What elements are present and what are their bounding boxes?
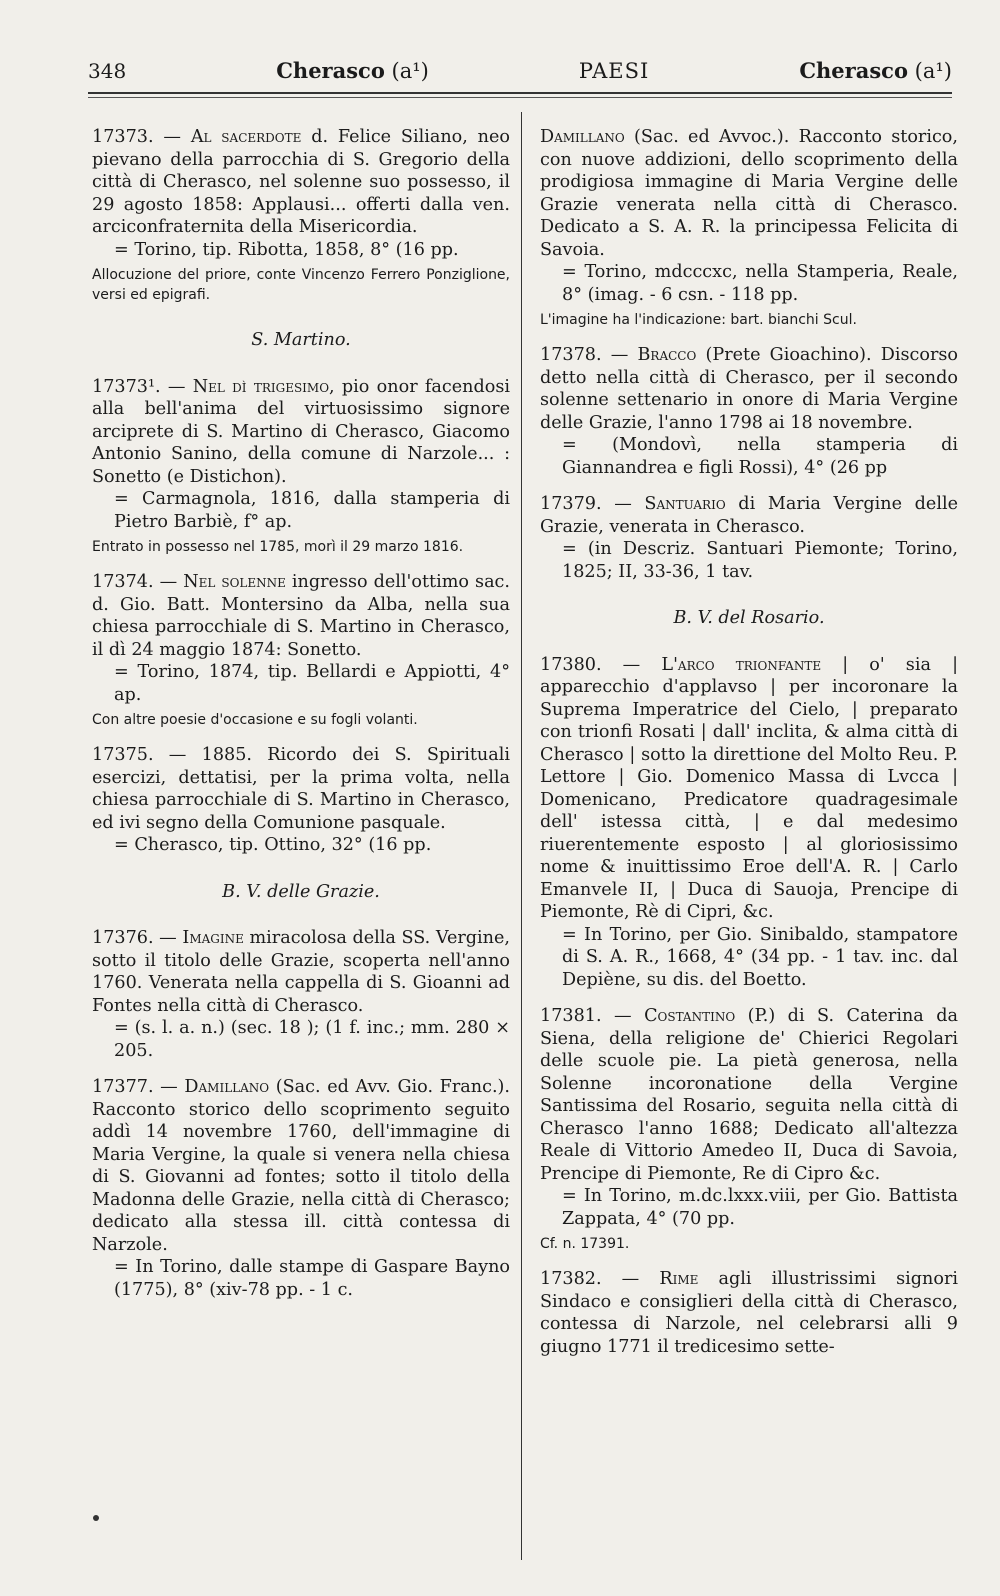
- entry-text: Damillano (Sac. ed Avvoc.). Racconto storico, con nuove addizioni, dello scoprimento della prodigiosa immagine di Maria Vergine delle Grazie venerata nella città di Cherasco. Dedicato a S. A. R. la principessa Felicita di Savoia.: [540, 127, 958, 260]
- entry-text: 17381. — Costantino (P.) di S. Caterina da Siena, della religione de' Chierici Regolari delle scuole pie. La pietà generosa, nella Solenne incoronatione della Vergine Santissima del Rosario, seguita nella città di Cherasco l'anno 1688; Dedicato all'altezza Reale di Vittorio Amedeo II, Duca di Savoia, Prencipe di Piemonte, Re di Cipro &c.: [540, 1006, 958, 1184]
- entry-text: 17379. — Santuario di Maria Vergine delle Grazie, venerata in Cherasco.: [540, 494, 958, 537]
- entry-imprint: = Torino, 1874, tip. Bellardi e Appiotti, 4° ap.: [114, 662, 510, 705]
- entry-imprint: = Torino, mdcccxc, nella Stamperia, Reale, 8° (imag. - 6 csn. - 118 pp.: [562, 262, 958, 305]
- entry-17377-continued: [540, 126, 958, 330]
- left-column: [92, 126, 510, 1315]
- entry-17380: [540, 654, 958, 992]
- section-heading: B. V. del Rosario.: [673, 608, 825, 628]
- entry-17381: [540, 1005, 958, 1254]
- entry-text: 17374. — Nel solenne ingresso dell'ottimo sac. d. Gio. Batt. Montersino da Alba, nella sua chiesa parrocchiale di S. Martino in Cherasco, il dì 24 maggio 1874: Sonetto.: [92, 572, 510, 660]
- header-center-title: PAESI: [578, 59, 650, 83]
- entry-note: L'imagine ha l'indicazione: bart. bianchi Scul.: [540, 312, 857, 328]
- entry-imprint: = In Torino, dalle stampe di Gaspare Bayno (1775), 8° (xiv-78 pp. - 1 c.: [114, 1257, 510, 1300]
- entry-17373: [92, 126, 510, 305]
- printing-speck: [93, 1515, 99, 1521]
- header-rule: [88, 92, 952, 94]
- entry-17378: [540, 344, 958, 479]
- section-heading: B. V. delle Grazie.: [222, 881, 380, 902]
- column-divider: [521, 112, 522, 1560]
- entry-imprint: = (s. l. a. n.) (sec. 18 ); (1 f. inc.; mm. 280 × 205.: [114, 1018, 510, 1061]
- entry-text: 17376. — Imagine miracolosa della SS. Vergine, sotto il titolo delle Grazie, scoperta nell'anno 1760. Venerata nella cappella di S. Gioanni ad Fontes nella città di Cherasco.: [92, 928, 510, 1016]
- entry-text: 17373¹. — Nel dì trigesimo, pio onor facendosi alla bell'anima del virtuosissimo signore arciprete di S. Martino di Cherasco, Giacomo Antonio Sanino, della comune di Narzole... : Sonetto (e Distichon).: [92, 376, 510, 487]
- entry-note: Con altre poesie d'occasione e su fogli volanti.: [92, 712, 418, 728]
- right-column: [540, 126, 958, 1372]
- entry-text: 17382. — Rime agli illustrissimi signori Sindaco e consiglieri della città di Cherasco, contessa di Narzole, nel celebrarsi alli 9 giugno 1771 il tredicesimo sette-: [540, 1269, 958, 1357]
- entry-17374: [92, 571, 510, 730]
- entry-17373-1: [92, 376, 510, 558]
- entry-imprint: = Torino, tip. Ribotta, 1858, 8° (16 pp.: [114, 239, 459, 260]
- running-header: [88, 58, 952, 94]
- entry-text: 17375. — 1885. Ricordo dei S. Spirituali esercizi, dettatisi, per la prima volta, nella chiesa parrocchiale di S. Martino in Cherasco, ed ivi segno della Comunione pasquale.: [92, 745, 510, 833]
- section-heading: S. Martino.: [251, 330, 351, 350]
- entry-note: Entrato in possesso nel 1785, morì il 29 marzo 1816.: [92, 539, 464, 555]
- entry-17376: [92, 927, 510, 1062]
- entry-note: Cf. n. 17391.: [540, 1236, 630, 1252]
- page-number: 348: [88, 59, 127, 83]
- entry-imprint: = (in Descriz. Santuari Piemonte; Torino, 1825; II, 33-36, 1 tav.: [562, 539, 958, 582]
- entry-imprint: = In Torino, m.dc.lxxx.viii, per Gio. Battista Zappata, 4° (70 pp.: [562, 1186, 958, 1229]
- entry-17375: [92, 744, 510, 857]
- entry-text: 17378. — Bracco (Prete Gioachino). Discorso detto nella città di Cherasco, per il secondo solenne settenario in onore di Maria Vergine delle Grazie, l'anno 1798 ai 18 novembre.: [540, 345, 959, 433]
- entry-text: 17380. — L'arco trionfante | o' sia | apparecchio d'applavso | per incoronare la Suprema Imperatrice del Cielo, | preparato con trionfi Rosati | dall' inclita, & alma città di Cherasco | sotto la direttione del Molto Reu. P. Lettore | Gio. Domenico Massa di Lvcca | Domenicano, Predicatore quadragesimale dell' istessa città, | e dal medesimo riuerentemente esposto | al gloriosissimo nome & inuittissimo Eroe dell'A. R. | Carlo Emanvele II, | Duca di Sauoja, Prencipe di Piemonte, Rè di Cipri, &c.: [540, 654, 958, 922]
- header-right-title: Cherasco (a¹): [799, 58, 952, 83]
- entry-imprint: = In Torino, per Gio. Sinibaldo, stampatore di S. A. R., 1668, 4° (34 pp. - 1 tav. inc. dal Depiène, su dis. del Boetto.: [562, 924, 958, 990]
- entry-17379: [540, 493, 958, 583]
- entry-17382: [540, 1268, 958, 1358]
- entry-note: Allocuzione del priore, conte Vincenzo Ferrero Ponziglione, versi ed epigrafi.: [92, 267, 510, 303]
- entry-imprint: = (Mondovì, nella stamperia di Giannandrea e figli Rossi), 4° (26 pp: [562, 435, 958, 478]
- header-left-title: Cherasco (a¹): [276, 58, 429, 83]
- entry-imprint: = Cherasco, tip. Ottino, 32° (16 pp.: [114, 835, 432, 855]
- entry-text: 17373. — Al sacerdote d. Felice Siliano, neo pievano della parrocchia di S. Gregorio della città di Cherasco, nel solenne suo possesso, il 29 agosto 1858: Applausi... offerti dalla ven. arciconfraternita della Misericordia.: [92, 127, 511, 237]
- entry-imprint: = Carmagnola, 1816, dalla stamperia di Pietro Barbiè, f° ap.: [114, 489, 510, 532]
- entry-17377: [92, 1076, 510, 1301]
- entry-text: 17377. — Damillano (Sac. ed Avv. Gio. Franc.). Racconto storico dello scoprimento seguito addì 14 novembre 1760, dell'immagine di Maria Vergine, la quale si venera nella chiesa di S. Giovanni ad fontes; sotto il titolo della Madonna delle Grazie, nella città di Cherasco; dedicato alla stessa ill. città contessa di Narzole.: [92, 1077, 511, 1255]
- header-rule-thin: [88, 97, 952, 98]
